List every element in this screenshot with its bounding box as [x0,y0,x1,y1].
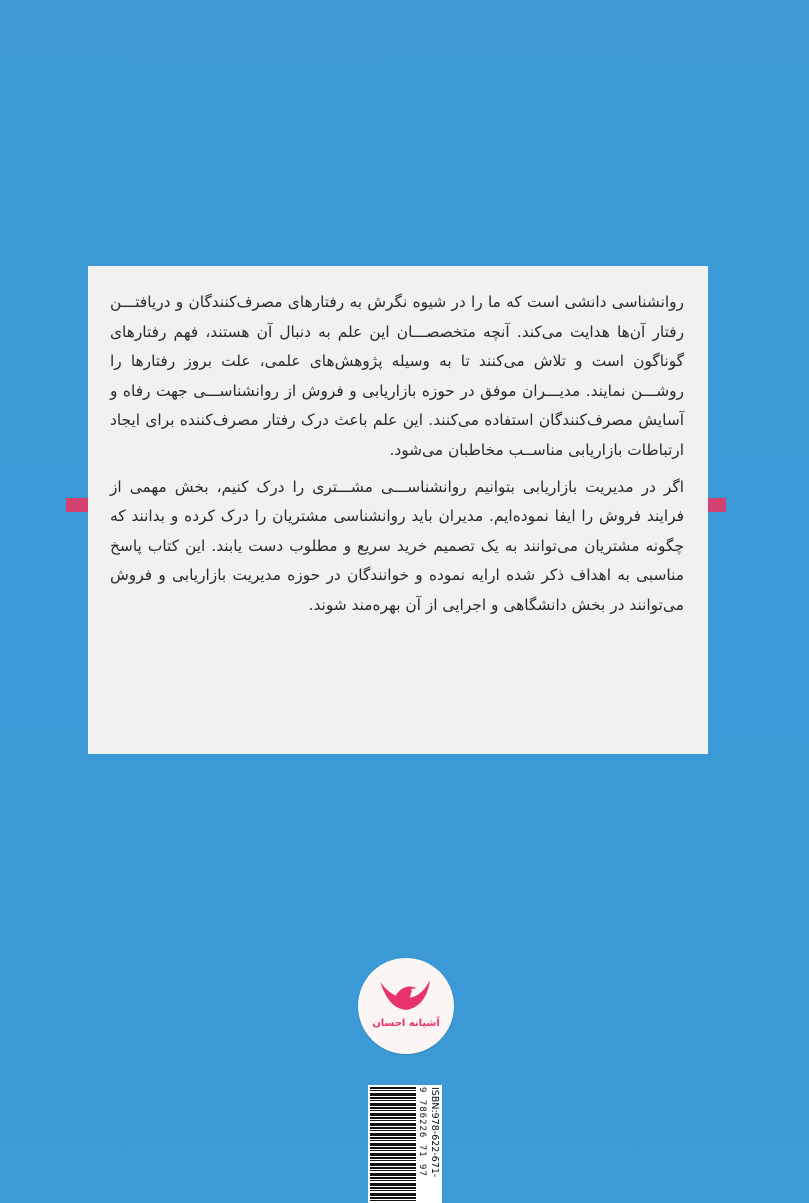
isbn-barcode [368,1085,442,1203]
description-panel [88,266,708,754]
publisher-logo [358,958,454,1054]
isbn-label: ISBN:978-622-671- [429,1087,440,1178]
bird-icon [358,958,454,1054]
description-paragraph-2: اگر در مدیریت بازاریابی بتوانیم روانشناســـی مشـــتری را درک کنیم، بخش مهمی از فرایند فروش را ایفا نموده‌ایم. مدیران باید روانشناسی مشتریان را درک کرده و بدانند که چگونه مشتریان می‌توانند به یک تصمیم خرید سریع و مطلوب دست یابند. این کتاب پاسخ مناسبی به اهداف ذکر شده ارایه نموده و خوانندگان در حوزه مدیریت بازاریابی و فروش می‌توانند در بخش دانشگاهی و اجرایی از آن بهره‌مند شوند. [110,477,684,614]
publisher-name: آشیانه احسان [372,1018,440,1029]
description-paragraph-1: روانشناسی دانشی است که ما را در شیوه نگرش به رفتارهای مصرف‌کنندگان و دریافتـــن رفتار آن‌ها هدایت می‌کند. آنچه متخصصـــان این علم به دنبال آن هستند، فهم رفتارهای گوناگون است و تلاش می‌کنند تا به وسیله پژوهش‌های علمی، علت بروز رفتارها را روشـــن نمایند. مدیـــران موفق در حوزه بازاریابی و فروش از روانشناســـی جهت رفاه و آسایش مصرف‌کنندگان استفاده می‌کنند. این علم باعث درک رفتار مصرف‌کننده برای ایجاد ارتباطات بازاریابی مناســب مخاطبان می‌شود. [110,293,684,459]
barcode-digits: 9 786226 71 97 [417,1087,427,1177]
barcode-bars [370,1087,416,1201]
